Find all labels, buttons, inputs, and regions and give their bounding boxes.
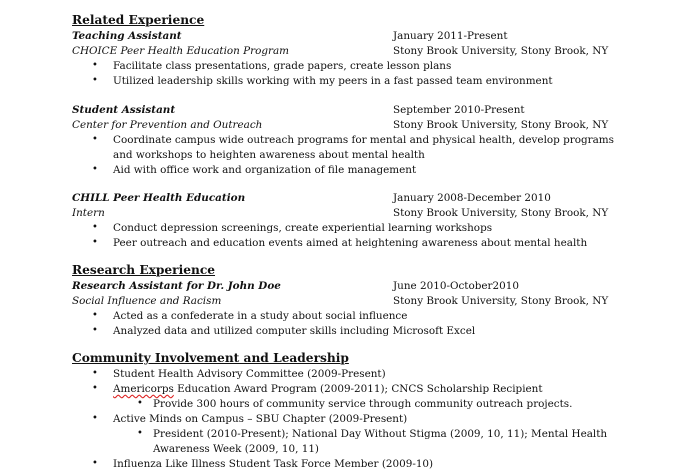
section-heading-related: Related Experience [72, 13, 205, 27]
job-org: Social Influence and Racism [72, 295, 222, 307]
job-date: January 2008-December 2010 [393, 192, 551, 204]
job-date: June 2010-October2010 [393, 280, 519, 292]
job-bullet: Conduct depression screenings, create experiential learning workshops [113, 222, 493, 234]
job-bullet: Peer outreach and education events aimed at heightening awareness about mental health [113, 237, 588, 249]
sub-bullet-dot: • [137, 398, 143, 409]
job-org: CHOICE Peer Health Education Program [72, 45, 290, 57]
job-date: September 2010-Present [393, 104, 525, 116]
job-title: Student Assistant [72, 104, 176, 116]
community-item: Active Minds on Campus – SBU Chapter (2009-Present) [113, 413, 408, 425]
job-bullet: Utilized leadership skills working with my peers in a fast passed team environment [113, 75, 553, 87]
job-location: Stony Brook University, Stony Brook, NY [393, 295, 609, 307]
bullet-dot: • [92, 413, 98, 424]
job-location: Stony Brook University, Stony Brook, NY [393, 119, 609, 131]
job-org: Intern [72, 207, 105, 219]
community-item: Influenza Like Illness Student Task Force Member (2009-10) [113, 458, 434, 470]
job-org: Center for Prevention and Outreach [72, 119, 263, 131]
misspelled-word: Americorps [113, 383, 174, 395]
community-subitem-continued: Awareness Week (2009, 10, 11) [153, 443, 319, 455]
job-bullet: Facilitate class presentations, grade papers, create lesson plans [113, 60, 452, 72]
bullet-dot: • [92, 60, 98, 71]
section-heading-community: Community Involvement and Leadership [72, 351, 349, 365]
sub-bullet-dot: • [137, 428, 143, 439]
job-title: CHILL Peer Health Education [72, 192, 246, 204]
community-subitem: President (2010-Present); National Day Without Stigma (2009, 10, 11); Mental Health [153, 428, 608, 440]
community-subitem: Provide 300 hours of community service through community outreach projects. [153, 398, 573, 410]
bullet-dot: • [92, 75, 98, 86]
job-bullet-continued: and workshops to heighten awareness about mental health [113, 149, 425, 161]
section-heading-research: Research Experience [72, 263, 216, 277]
bullet-dot: • [92, 368, 98, 379]
job-title: Teaching Assistant [72, 30, 182, 42]
job-date: January 2011-Present [393, 30, 508, 42]
bullet-dot: • [92, 222, 98, 233]
job-bullet: Acted as a confederate in a study about social influence [113, 310, 408, 322]
job-location: Stony Brook University, Stony Brook, NY [393, 207, 609, 219]
bullet-dot: • [92, 164, 98, 175]
community-item [113, 383, 543, 395]
job-bullet: Coordinate campus wide outreach programs for mental and physical health, develop programs [113, 134, 614, 146]
bullet-dot: • [92, 325, 98, 336]
job-bullet: Analyzed data and utilized computer skills including Microsoft Excel [113, 325, 476, 337]
bullet-dot: • [92, 237, 98, 248]
bullet-dot: • [92, 383, 98, 394]
bullet-dot: • [92, 310, 98, 321]
job-title: Research Assistant for Dr. John Doe [72, 280, 281, 292]
community-item-rest: Education Award Program (2009-2011); CNCS Scholarship Recipient [173, 383, 543, 395]
job-location: Stony Brook University, Stony Brook, NY [393, 45, 609, 57]
bullet-dot: • [92, 458, 98, 469]
community-item: Student Health Advisory Committee (2009-Present) [113, 368, 386, 380]
job-bullet: Aid with office work and organization of file management [113, 164, 417, 176]
bullet-dot: • [92, 134, 98, 145]
